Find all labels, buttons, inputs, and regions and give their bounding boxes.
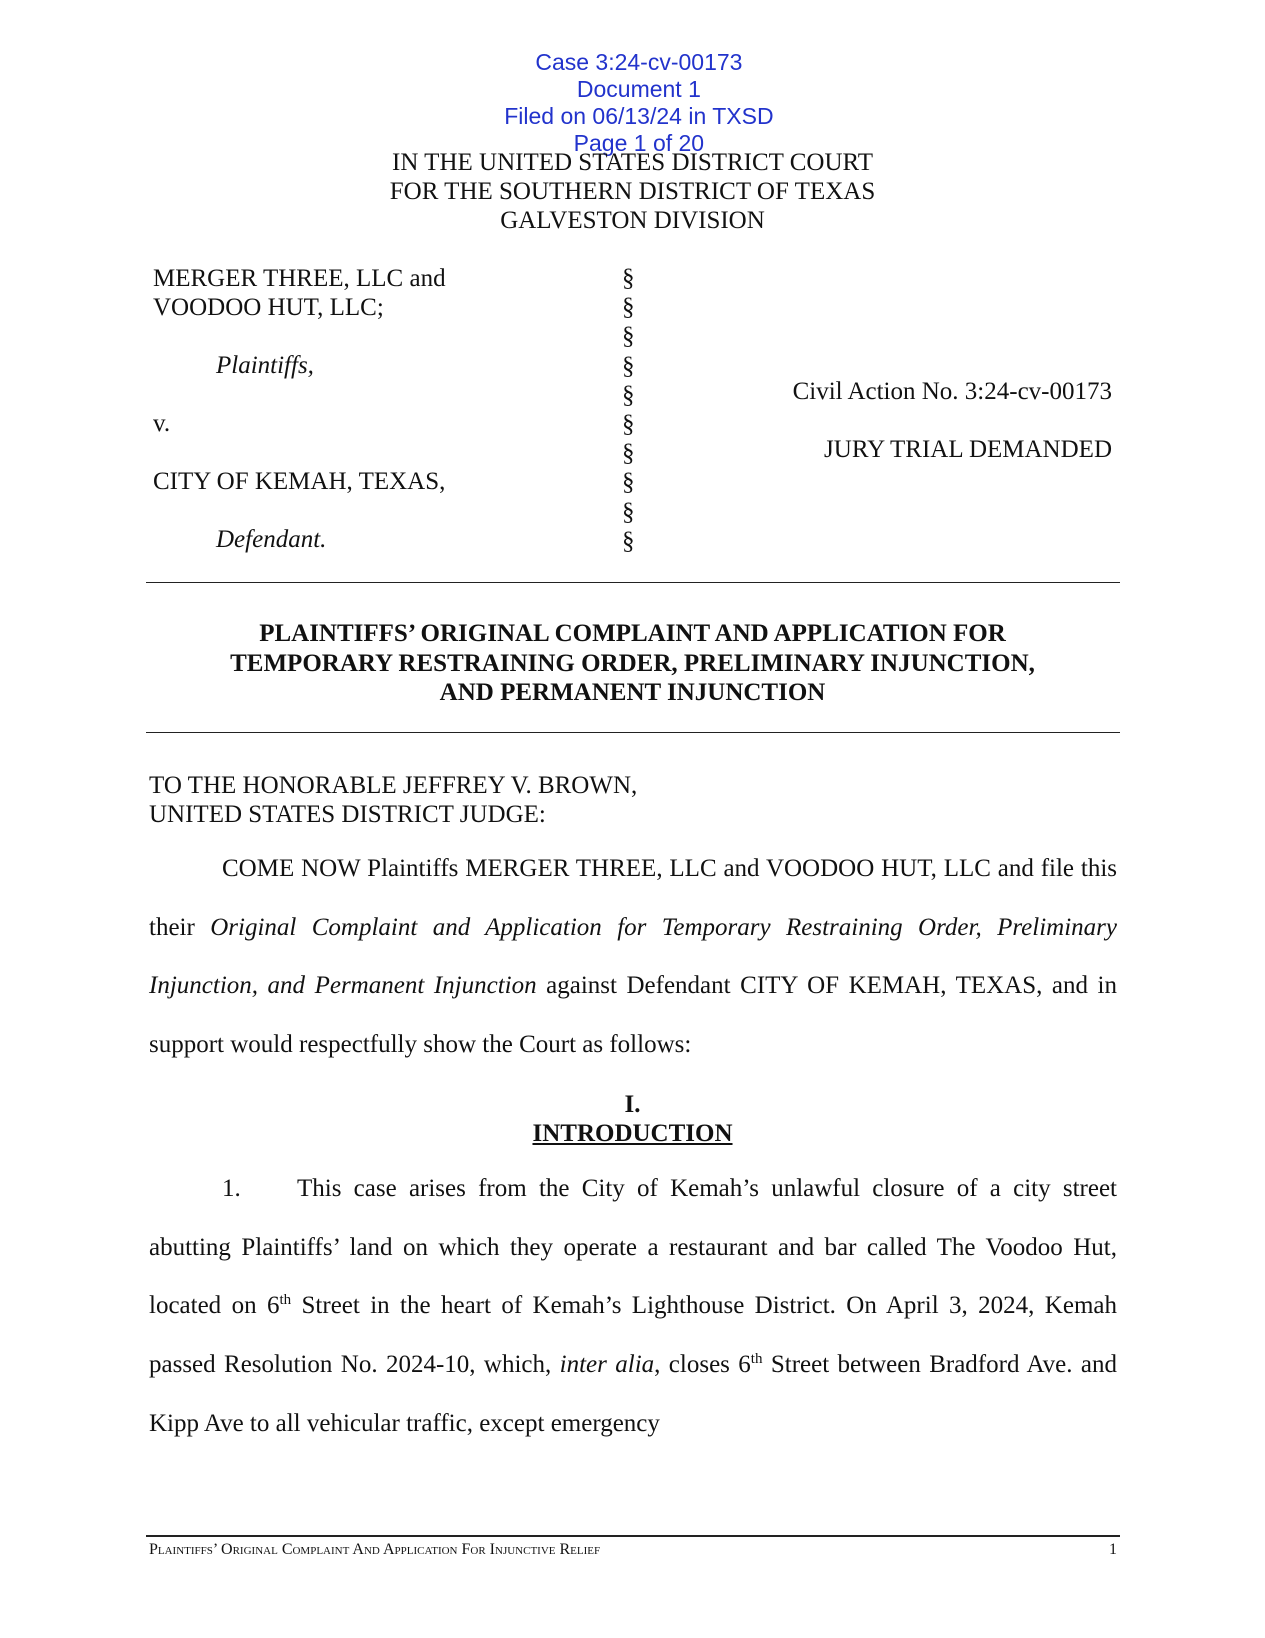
footer-title: Plaintiffs’ Original Complaint And Application For Injunctive Relief (149, 1541, 601, 1558)
section-symbol: § (622, 440, 635, 468)
title-line: TEMPORARY RESTRAINING ORDER, PRELIMINARY INJUNCTION, (230, 649, 1035, 677)
footer-rule (146, 1535, 1120, 1537)
page-count: Page 1 of 20 (573, 130, 705, 156)
footer-page-number: 1 (1109, 1541, 1117, 1558)
section-symbol: § (622, 294, 635, 322)
title-line: AND PERMANENT INJUNCTION (439, 679, 826, 706)
salutation-line: UNITED STATES DISTRICT JUDGE: (149, 801, 546, 828)
paragraph-text: , closes 6 (654, 1351, 751, 1379)
court-line: FOR THE SOUTHERN DISTRICT OF TEXAS (389, 178, 876, 205)
caption-parties (153, 264, 446, 554)
document-title (0, 619, 1265, 708)
section-symbol: § (622, 411, 635, 439)
plaintiff-name: MERGER THREE, LLC and (153, 265, 446, 292)
court-line: GALVESTON DIVISION (500, 207, 765, 234)
paragraph-text: This case arises from the City of Kemah’s unlawful closure of a city street abutting Plaintiffs’ land on which they operate a restaurant and bar called The Voodoo Hut, located on 6 (149, 1175, 1117, 1320)
ordinal-suffix: th (279, 1292, 292, 1309)
filed-date: Filed on 06/13/24 in TXSD (504, 103, 774, 129)
section-symbol: § (622, 381, 635, 409)
intro-text: COME NOW Plaintiffs MERGER THREE, LLC and VOODOO HUT, LLC and file this their (149, 855, 1117, 941)
page-footer (149, 1541, 1117, 1559)
civil-action-number: Civil Action No. 3:24-cv-00173 (792, 378, 1112, 405)
paragraph-text: Street in the heart of Kemah’s Lighthouse District. On April 3, 2024, Kemah passed Resolution No. 2024-10, which, (149, 1292, 1117, 1379)
section-symbols-column (622, 264, 635, 556)
case-number: Case 3:24-cv-00173 (535, 49, 743, 75)
defendant-role: Defendant. (216, 526, 327, 553)
latin-phrase: inter alia (559, 1351, 655, 1379)
section-symbol: § (622, 469, 635, 497)
paragraph-text: Street between Bradford Ave. and Kipp Ave to all vehicular traffic, except emergency (149, 1351, 1117, 1437)
jury-demand: JURY TRIAL DEMANDED (824, 436, 1112, 463)
salutation (149, 771, 637, 829)
intro-pleading-title: Original Complaint and Application for Temporary Restraining Order, Preliminary Injunction, and Permanent Injunction (149, 913, 1117, 1000)
ordinal-suffix: th (750, 1351, 763, 1368)
plaintiff-name: VOODOO HUT, LLC; (153, 294, 384, 321)
section-title: INTRODUCTION (532, 1120, 733, 1147)
court-heading (0, 148, 1265, 235)
section-symbol: § (622, 352, 635, 380)
intro-text: against Defendant CITY OF KEMAH, TEXAS, and in support would respectfully show the Court as follows: (149, 972, 1118, 1059)
section-heading (0, 1090, 1265, 1148)
intro-paragraph (149, 840, 1117, 1075)
section-symbol: § (622, 265, 635, 292)
ecf-header-stamp (0, 22, 1265, 157)
defendant-name: CITY OF KEMAH, TEXAS, (153, 468, 446, 495)
section-symbol: § (622, 527, 635, 555)
paragraph-1 (149, 1160, 1117, 1454)
caption-divider-bottom (146, 732, 1120, 733)
plaintiff-role: Plaintiffs, (216, 352, 314, 379)
salutation-line: TO THE HONORABLE JEFFREY V. BROWN, (149, 772, 638, 799)
paragraph-number: 1. (222, 1175, 241, 1202)
title-line: PLAINTIFFS’ ORIGINAL COMPLAINT AND APPLICATION FOR (259, 620, 1006, 647)
court-line: IN THE UNITED STATES DISTRICT COURT (392, 149, 873, 176)
section-symbol: § (622, 498, 635, 526)
section-symbol: § (622, 323, 635, 351)
caption-divider-top (146, 582, 1120, 583)
document-number: Document 1 (576, 76, 701, 102)
section-number: I. (624, 1091, 641, 1118)
versus: v. (153, 410, 171, 437)
